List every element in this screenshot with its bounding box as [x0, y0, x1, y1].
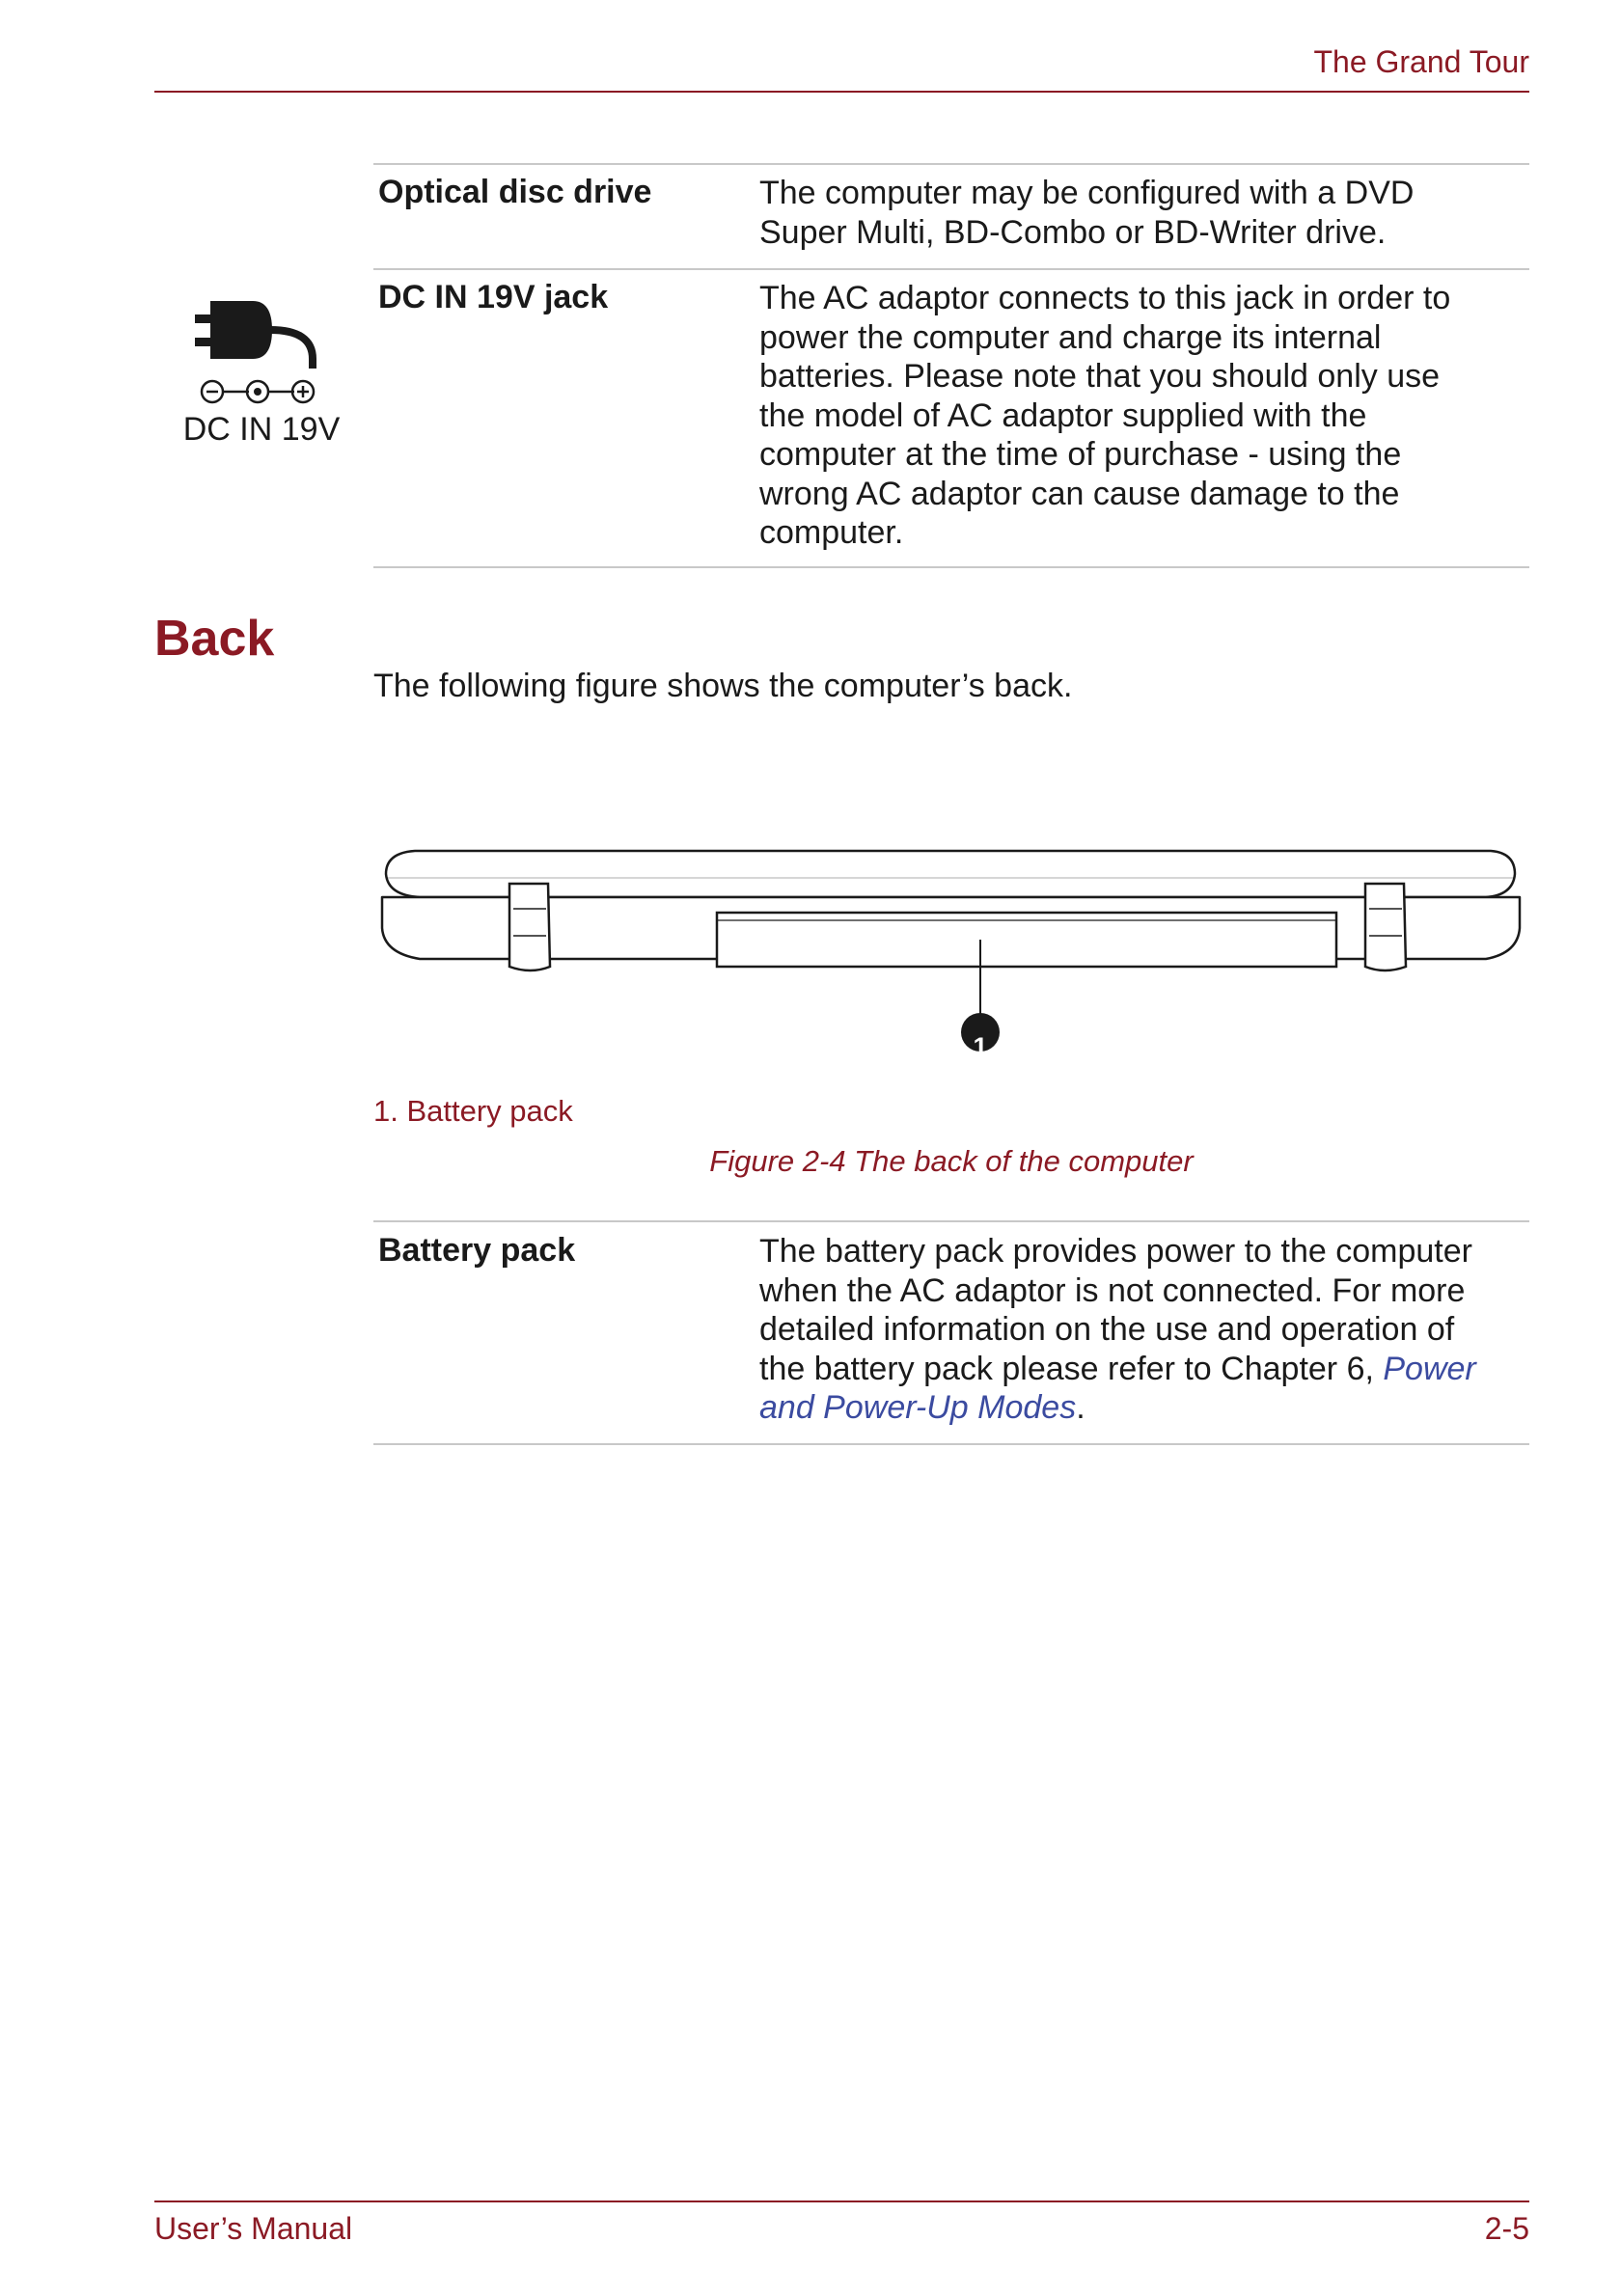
desc-line: The AC adaptor connects to this jack in order to — [759, 280, 1451, 316]
table-top-rule — [373, 163, 1529, 165]
desc-line: wrong AC adaptor can cause damage to the — [759, 475, 1400, 512]
footer-rule — [154, 2200, 1529, 2202]
laptop-back-figure — [376, 839, 1529, 1071]
table2-top-rule — [373, 1220, 1529, 1222]
figure-caption: Figure 2-4 The back of the computer — [709, 1144, 1194, 1178]
term-battery-pack: Battery pack — [378, 1232, 576, 1269]
table-row-rule — [373, 268, 1529, 270]
desc-text: the battery pack please refer to Chapter 6, — [759, 1350, 1384, 1387]
desc-battery-pack — [759, 1232, 1531, 1428]
table2-bottom-rule — [373, 1443, 1529, 1445]
section-heading: Back — [154, 611, 275, 667]
callout-number: 1 — [973, 1032, 988, 1061]
footer-page-number: 2-5 — [1484, 2211, 1529, 2246]
desc-line: computer at the time of purchase - using the — [759, 436, 1402, 473]
table-bottom-rule — [373, 566, 1529, 568]
desc-optical-disc-drive — [759, 174, 1531, 252]
desc-line: Super Multi, BD-Combo or BD-Writer drive. — [759, 213, 1387, 251]
term-optical-disc-drive: Optical disc drive — [378, 174, 652, 210]
desc-line: the model of AC adaptor supplied with the — [759, 396, 1367, 434]
desc-text: . — [1076, 1389, 1085, 1426]
footer-manual-title: User’s Manual — [154, 2211, 353, 2246]
chapter-link-power-up-modes[interactable]: and Power-Up Modes — [759, 1389, 1077, 1426]
dc-plug-icon — [193, 289, 328, 410]
chapter-link-power[interactable]: Power — [1383, 1350, 1476, 1387]
dc-in-label: DC IN 19V — [182, 411, 341, 448]
callout-label: 1. Battery pack — [373, 1094, 573, 1128]
section-intro: The following figure shows the computer’s back. — [373, 668, 1073, 704]
header-rule — [154, 91, 1529, 93]
desc-line — [759, 1388, 1531, 1428]
desc-line: batteries. Please note that you should only use — [759, 358, 1441, 395]
desc-line: computer. — [759, 514, 904, 551]
desc-line: The computer may be configured with a DVD — [759, 175, 1415, 211]
term-dc-in-jack: DC IN 19V jack — [378, 279, 609, 315]
header-title: The Grand Tour — [1313, 44, 1529, 79]
desc-line — [759, 1350, 1531, 1389]
desc-dc-in-jack — [759, 279, 1531, 553]
desc-line: detailed information on the use and operation of — [759, 1311, 1455, 1348]
desc-line: The battery pack provides power to the computer — [759, 1233, 1472, 1270]
desc-line: power the computer and charge its internal — [759, 318, 1382, 356]
desc-line: when the AC adaptor is not connected. For more — [759, 1271, 1466, 1309]
